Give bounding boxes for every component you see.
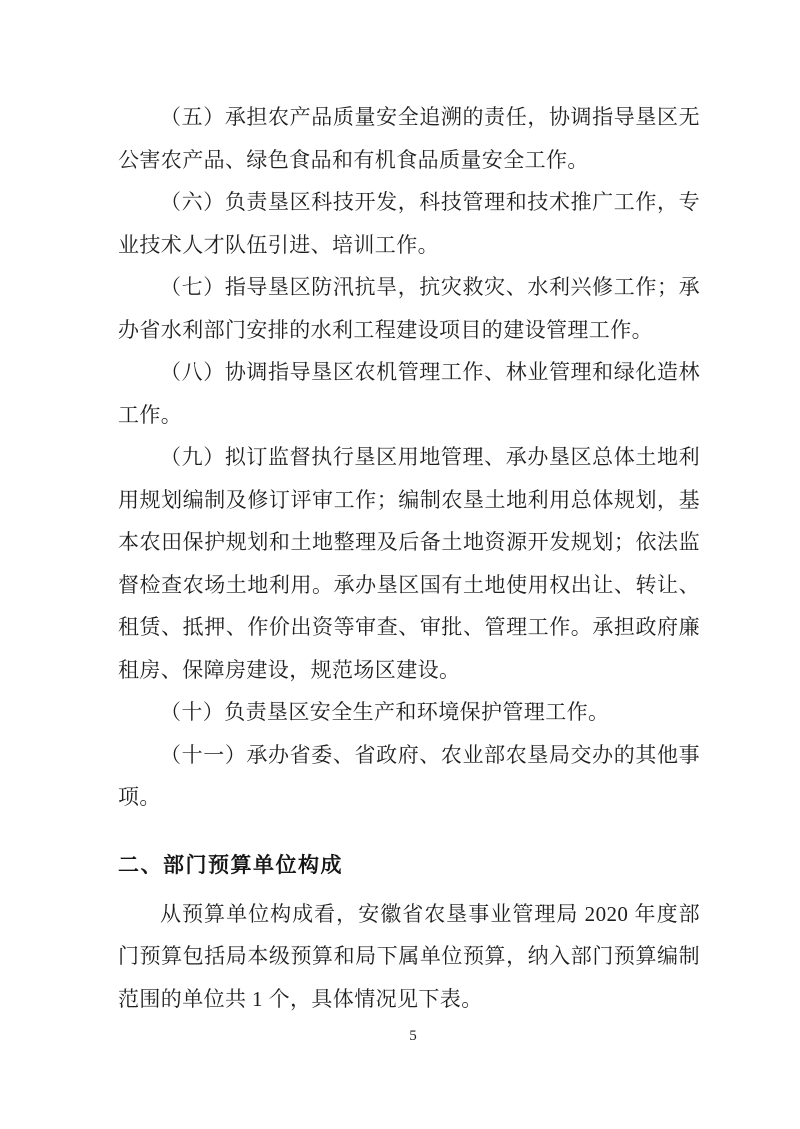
text-line: （八）协调指导垦区农机管理工作、林业管理和绿化造林 [160, 360, 700, 384]
paragraph [118, 691, 700, 734]
text-line: 督检查农场土地利用。承办垦区国有土地使用权出让、转让、 [118, 572, 700, 597]
paragraph [118, 436, 700, 691]
text-line: 项。 [118, 785, 161, 809]
text-line: （七）指导垦区防汛抗旱，抗灾救灾、水利兴修工作；承 [160, 275, 700, 299]
paragraph [118, 181, 700, 266]
paragraph [118, 734, 700, 819]
text-line: 办省水利部门安排的水利工程建设项目的建设管理工作。 [118, 317, 653, 342]
text-line: 用规划编制及修订评审工作；编制农垦土地利用总体规划，基 [118, 487, 700, 512]
text-line: （九）拟订监督执行垦区用地管理、承办垦区总体土地利 [160, 445, 700, 469]
paragraph [118, 96, 700, 181]
text-line: （五）承担农产品质量安全追溯的责任，协调指导垦区无 [160, 105, 700, 129]
text-line: （十）负责垦区安全生产和环境保护管理工作。 [160, 700, 610, 724]
text-line: 公害农产品、绿色食品和有机食品质量安全工作。 [118, 147, 589, 172]
text-line: 业技术人才队伍引进、培训工作。 [118, 232, 439, 257]
page-number: 5 [409, 1028, 417, 1044]
text-line: 范围的单位共 1 个，具体情况见下表。 [118, 986, 483, 1011]
text-line: （十一）承办省委、省政府、农业部农垦局交办的其他事 [160, 742, 700, 767]
text-line: 租房、保障房建设，规范场区建设。 [118, 657, 461, 682]
text-line: 租赁、抵押、作价出资等审查、审批、管理工作。承担政府廉 [118, 615, 700, 639]
text-line: 工作。 [118, 402, 183, 427]
text-line: 门预算包括局本级预算和局下属单位预算，纳入部门预算编制 [118, 944, 700, 968]
document-body [118, 96, 700, 1020]
section-heading: 二、部门预算单位构成 [118, 853, 343, 877]
paragraph [118, 266, 700, 351]
paragraph [118, 893, 700, 1021]
text-line: 本农田保护规划和土地整理及后备土地资源开发规划；依法监 [118, 530, 700, 554]
text-line: 从预算单位构成看，安徽省农垦事业管理局 2020 年度部 [160, 901, 700, 926]
text-line: （六）负责垦区科技开发，科技管理和技术推广工作，专 [160, 190, 700, 214]
paragraph [118, 351, 700, 436]
